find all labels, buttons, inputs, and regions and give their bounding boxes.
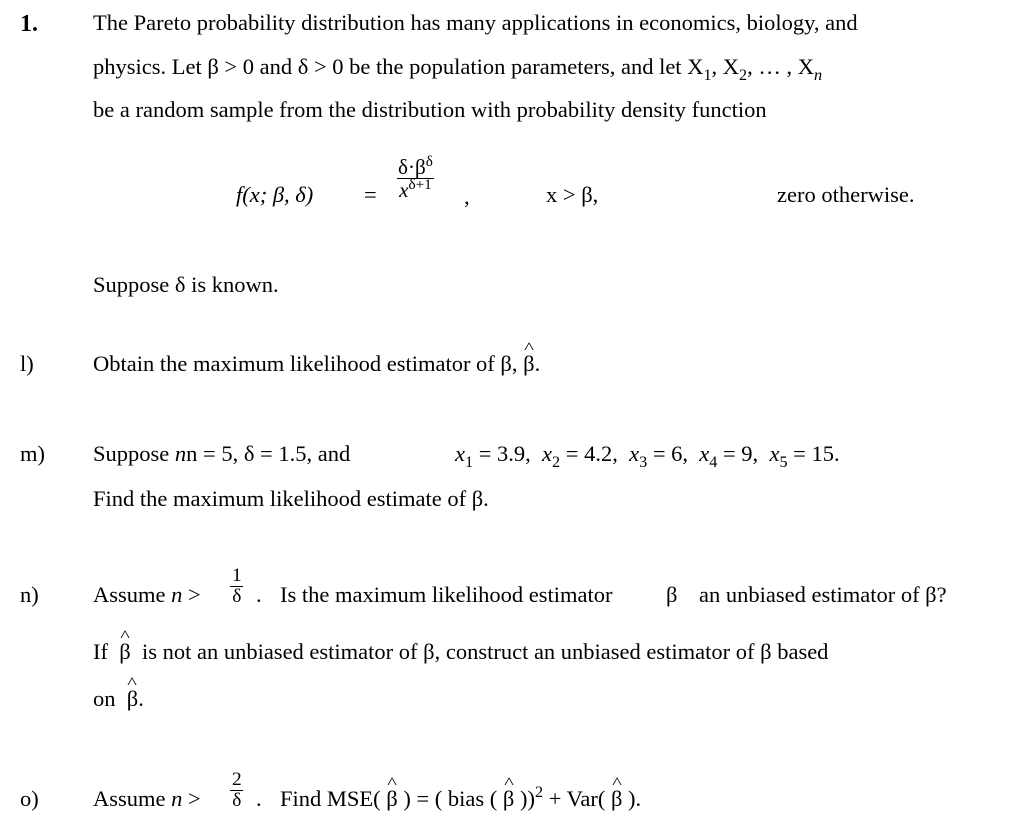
intro-text: be the population parameters, and let [343, 54, 688, 79]
part-n-fraction: $\frac{1}{\delta}$ [232, 565, 242, 608]
intro-line-1: The Pareto probability distribution has many applications in economics, biology, and [93, 10, 858, 35]
part-o-label: o) [20, 786, 39, 811]
part-m-data: $x_1 = 3.9$, $x_2 = 4.2$, $x_3 = 6$, $x_4 = 9$, $x_5 = 15$. [455, 441, 840, 472]
pdf-comma: , [464, 184, 470, 209]
pdf-equals: = [364, 182, 377, 207]
part-o-dot: . [256, 786, 262, 811]
beta-hat: β [666, 582, 678, 607]
part-n-label: n) [20, 582, 39, 607]
intro-text: and [254, 54, 298, 79]
part-n-line-2: If ^ β is not an unbiased estimator of β, construct an unbiased estimator of β based [93, 641, 828, 664]
intro-line-3: be a random sample from the distribution with probability density function [93, 97, 767, 122]
intro-text: physics. Let [93, 54, 208, 79]
beta-hat: ^ β [611, 788, 622, 811]
part-l-text: Obtain the maximum likelihood estimator of β, ^ β. [93, 353, 540, 376]
part-m-label: m) [20, 441, 45, 466]
beta-hat: ^ β [386, 788, 397, 811]
part-n-assume: Assume n > [93, 582, 201, 607]
pdf-otherwise: zero otherwise. [777, 182, 915, 207]
pdf-condition: x > β, [546, 182, 599, 207]
part-m-line-1: Suppose nn = 5, δ = 1.5, and [93, 441, 351, 466]
part-m-line-2: Find the maximum likelihood estimate of β. [93, 486, 489, 511]
beta-hat: ^ β [503, 788, 514, 811]
beta-hat: ^ β [119, 641, 130, 664]
part-n-dot: . [256, 582, 262, 607]
sample-list: $X_1$, $X_2$, … , $X_n$ [687, 54, 823, 85]
part-n-line-1b: Is the maximum likelihood estimator [280, 582, 613, 607]
part-n-line-3: on ^ β. [93, 688, 144, 711]
delta-condition: δ > 0 [297, 54, 344, 79]
pdf-numerator: $\delta\cdot\beta^\delta$ [398, 152, 433, 179]
part-m-values: n = 5, δ = 1.5, and [186, 441, 351, 466]
part-n-line-1c: an unbiased estimator of β? [699, 582, 947, 607]
suppose-known: Suppose δ is known. [93, 272, 279, 297]
intro-line-2 [93, 54, 823, 85]
pdf-denominator: $x^{\delta+1}$ [399, 175, 432, 203]
part-l-label: l) [20, 351, 34, 376]
beta-hat: ^ β [127, 688, 138, 711]
pdf-lhs: f(x; β, δ) [236, 182, 314, 207]
pdf-fraction [396, 152, 435, 203]
part-o-mse: Find MSE( ^ β ) = ( bias ( ^ β ))$^2$ + Var( ^ β ). [280, 788, 641, 811]
beta-hat: ^ β [523, 353, 534, 376]
part-o-fraction: $\frac{2}{\delta}$ [232, 769, 242, 812]
part-o-assume: Assume n > [93, 786, 201, 811]
beta-condition: β > 0 [207, 54, 254, 79]
problem-number: 1. [20, 11, 38, 37]
